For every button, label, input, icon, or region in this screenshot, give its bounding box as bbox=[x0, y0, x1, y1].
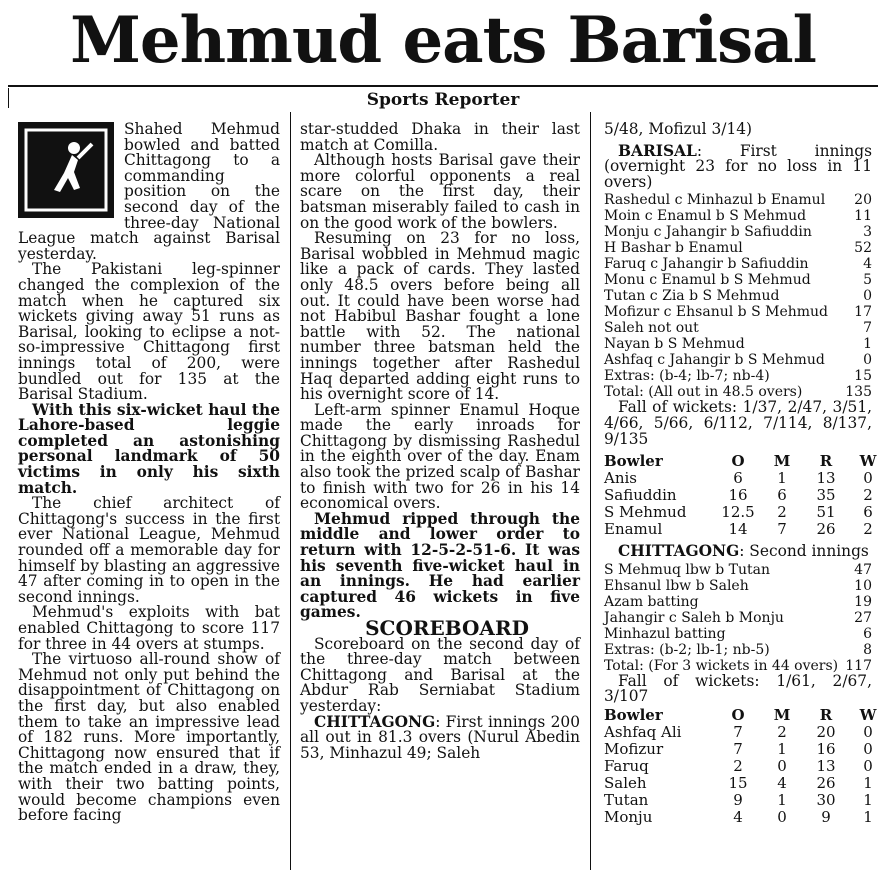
batting-row: Saleh not out 7 bbox=[604, 320, 872, 337]
batting-row: Ashfaq c Jahangir b S Mehmud 0 bbox=[604, 352, 872, 369]
batting-row: Tutan c Zia b S Mehmud 0 bbox=[604, 288, 872, 305]
paragraph: 5/48, Mofizul 3/14) bbox=[604, 120, 753, 138]
batting-row: H Bashar b Enamul 52 bbox=[604, 240, 872, 257]
column-rule-2 bbox=[590, 112, 591, 870]
batting-row: Monju c Jahangir b Safiuddin 3 bbox=[604, 224, 872, 241]
team-name: BARISAL bbox=[618, 141, 697, 160]
cricket-logo-icon bbox=[18, 122, 114, 218]
batting-row: Ehsanul lbw b Saleh 10 bbox=[604, 577, 872, 594]
batting-row: Rashedul c Minhazul b Enamul 20 bbox=[604, 192, 872, 209]
innings-summary: : First innings (overnight 23 for no loss in 11 overs) bbox=[604, 141, 872, 191]
paragraph-bold: With this six-wicket haul the Lahore-based leggie completed an astonishing personal landmark of 50 victims in only his sixth match. bbox=[18, 400, 280, 497]
paragraph: Left-arm spinner Enamul Hoque made the early inroads for Chittagong by dismissing Rashedul in the eighth over of the day. Enam also took the prized scalp of Bashar to finish with two for 26 in his 14 economical overs. bbox=[300, 400, 580, 513]
batting-row: S Mehmuq lbw b Tutan 47 bbox=[604, 561, 872, 578]
fall-of-wickets: Fall of wickets: 1/61, 2/67, 3/107 bbox=[604, 671, 872, 706]
paragraph: The Pakistani leg-spinner changed the complexion of the match when he captured six wickets giving away 51 runs as Barisal, looking to eclipse a not-so-impressive Chittagong first innings total of 200, were bundled out for 135 at the Barisal Stadium. bbox=[18, 260, 280, 404]
batting-row: Monu c Enamul b S Mehmud 5 bbox=[604, 272, 872, 289]
paragraph: Scoreboard on the second day of the three-day match between Chittagong and Barisal at the Abdur Rab Serniabat Stadium yesterday: bbox=[300, 634, 580, 715]
paragraph: Although hosts Barisal gave their more colorful opponents a real scare on the first day, their batsman miserably failed to cash in on the good work of the bowlers. bbox=[300, 151, 580, 232]
batting-row: Nayan b S Mehmud 1 bbox=[604, 336, 872, 353]
team-name: CHITTAGONG bbox=[314, 712, 436, 731]
batting-row: Moin c Enamul b S Mehmud 11 bbox=[604, 208, 872, 225]
paragraph-bold: Mehmud ripped through the middle and lower order to return with 12-5-2-51-6. It was his seventh five-wicket haul in an innings. He had earlier captured 46 wickets in five games. bbox=[300, 509, 580, 622]
batting-row: Faruq c Jahangir b Safiuddin 4 bbox=[604, 256, 872, 273]
batting-row: Extras: (b-2; lb-1; nb-5) 8 bbox=[604, 641, 872, 658]
innings-summary: : Second innings bbox=[739, 542, 869, 561]
column-3 bbox=[604, 120, 877, 826]
batting-row: Mofizur c Ehsanul b S Mehmud 17 bbox=[604, 304, 872, 321]
batting-row: Total: (All out in 48.5 overs) 135 bbox=[604, 384, 872, 401]
batting-row: Total: (For 3 wickets in 44 overs) 117 bbox=[604, 657, 872, 674]
paragraph: Resuming on 23 for no loss, Barisal wobbled in Mehmud magic like a pack of cards. They lasted only 48.5 overs before being all out. It could have been worse had not Habibul Bashar fought a lone battle with 52. The national number three batsman held the innings together after Rashedul Haq departed adding eight runs to his overnight score of 14. bbox=[300, 229, 580, 404]
innings-summary: : First innings 200 all out in 81.3 overs (Nurul Abedin 53, Minhazul 49; Saleh bbox=[300, 712, 580, 762]
fall-of-wickets: Fall of wickets: 1/37, 2/47, 3/51, 4/66, 5/66, 6/112, 7/114, 8/137, 9/135 bbox=[604, 398, 872, 448]
byline: Sports Reporter bbox=[366, 90, 520, 110]
scoreboard-title: SCOREBOARD bbox=[365, 616, 529, 640]
headline-rule bbox=[8, 85, 878, 87]
left-border bbox=[8, 88, 9, 108]
column-1 bbox=[18, 122, 280, 824]
paragraph: Mehmud's exploits with bat enabled Chittagong to score 117 for three in 44 overs at stumps. bbox=[18, 603, 280, 653]
paragraph: The virtuoso all-round show of Mehmud not only put behind the disappointment of Chittagong on the first day, but also enabled them to take an impressive lead of 182 runs. More importantly, Chittagong now ensured that if the match ended in a draw, they, with their two batting points, would become champions even before facing bbox=[18, 650, 280, 825]
team-name: CHITTAGONG bbox=[618, 542, 740, 561]
chittagong-batting bbox=[604, 562, 872, 674]
batting-row: Azam batting 19 bbox=[604, 593, 872, 610]
barisal-batting bbox=[604, 192, 872, 400]
paragraph: Shahed Mehmud bowled and batted Chittagong to a commanding position on the second day of the three-day National League match against Barisal yesterday. bbox=[18, 120, 280, 263]
paragraph: The chief architect of Chittagong's success in the first ever National League, Mehmud rounded off a memorable day for himself by blasting an aggressive 47 after coming in to open in the second innings. bbox=[18, 494, 280, 606]
column-2 bbox=[300, 122, 580, 761]
batting-row: Extras: (b-4; lb-7; nb-4) 15 bbox=[604, 368, 872, 385]
barisal-bowling-table: Bowler O M R W Ashfaq Ali 7 2 20 0 Mofizur 7 1 16 0 Faruq 2 0 13 0 Saleh 15 4 26 1 Tutan 9 1 30 1 Monju 4 0 9 1 bbox=[604, 705, 877, 826]
headline: Mehmud eats Barisal bbox=[70, 3, 816, 78]
batting-row: Jahangir c Saleh b Monju 27 bbox=[604, 609, 872, 626]
column-rule-1 bbox=[290, 112, 291, 870]
paragraph: star-studded Dhaka in their last match at Comilla. bbox=[300, 120, 580, 154]
chittagong-bowling-table: Bowler O M R W Anis 6 1 13 0 Safiuddin 16 6 35 2 S Mehmud 12.5 2 51 6 Enamul 14 7 26 2 bbox=[604, 452, 877, 539]
batting-row: Minhazul batting 6 bbox=[604, 625, 872, 642]
